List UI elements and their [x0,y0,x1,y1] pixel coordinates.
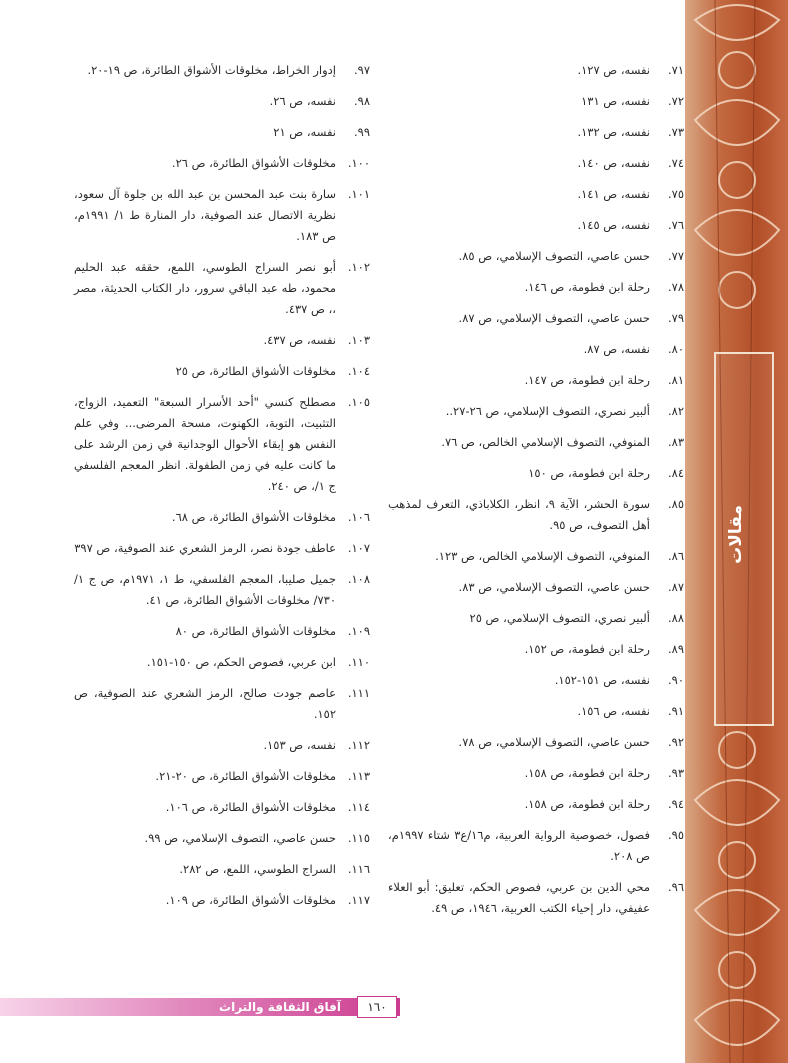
footnote [388,639,684,660]
footnote [74,361,370,382]
footnote-number: ٨٧. [667,580,684,594]
page-number: ١٦٠ [357,996,397,1018]
footnote [388,91,684,112]
footnote-text: نفسه، ص ١٥٣. [263,738,336,752]
footnote [74,797,370,818]
footnote [388,122,684,143]
footnote-number: ١٠٧. [347,541,370,555]
footnote [388,608,684,629]
footnote [388,732,684,753]
footnote-text: سارة بنت عبد المحسن بن عبد الله بن جلوة آل سعود، نظرية الاتصال عند الصوفية، دار المنارة ط ١/ ١٩٩١م، ص ١٨٣. [74,187,337,243]
footnote [74,538,370,559]
footnote-number: ٧٢. [667,94,684,108]
footnote-number: ١٠٩. [347,624,370,638]
footnote-text: نفسه، ص ١٣١ [581,94,650,108]
footnote-text: حسن عاصي، التصوف الإسلامي، ص ٨٥. [458,249,650,263]
footnote [74,507,370,528]
footnote-text: رحلة ابن فطومة، ص ١٥٠ [528,466,650,480]
footnote-text: رحلة ابن فطومة، ص ١٤٦. [524,280,650,294]
footnote-text: مخلوقات الأشواق الطائرة، ص ١٠٦. [165,800,336,814]
footnote-text: رحلة ابن فطومة، ص ١٥٢. [524,642,650,656]
footnote-number: ٩٥. [667,828,684,842]
footnote [388,763,684,784]
footnote [74,91,370,112]
footnote [388,401,684,422]
footnote-number: ١٠٢. [347,260,370,274]
footnote-number: ٧٣. [667,125,684,139]
footnote [388,60,684,81]
footnote-number: ١١٤. [347,800,370,814]
footnote-text: مصطلح كنسي "أحد الأسرار السبعة" التعميد، الزواج، التثبيت، التوبة، الكهنوت، مسحة المرضى... وفي علم النفس هو إبقاء الأحوال الوجدانية في زمن الرشد على ما كانت عليه في زمن الطفولة. انظر المعجم الفلسفي ج ١/، ص ٢٤٠. [74,395,336,493]
footnote-number: ١٠٣. [347,333,370,347]
section-label: مقالات [726,505,746,564]
footnote-text: مخلوقات الأشواق الطائرة، ص ٢٥ [175,364,336,378]
footnote-number: ١١٦. [347,862,370,876]
footnote-number: ٧٤. [667,156,684,170]
footnote [74,890,370,911]
footnote-text: نفسه، ص ١٤٠. [577,156,650,170]
footnote-text: رحلة ابن فطومة، ص ١٤٧. [524,373,650,387]
footnote-number: ١٠٤. [347,364,370,378]
journal-title: آفاق الثقافة والتراث [219,1000,341,1014]
footnote [74,735,370,756]
footnote [388,463,684,484]
footnote-text: ألبير نصري، التصوف الإسلامي، ص ٢٦-٢٧.. [445,404,650,418]
footnote [388,877,684,919]
footnote-number: ٩١. [667,704,684,718]
footnote-number: ٩٩. [353,125,370,139]
footnote-text: مخلوقات الأشواق الطائرة، ص ٦٨. [171,510,336,524]
footnote-text: نفسه، ص ١٤٥. [577,218,650,232]
footnote-number: ٧١. [667,63,684,77]
footnote-text: مخلوقات الأشواق الطائرة، ص ٢٦. [171,156,336,170]
footnote-number: ١١١. [347,686,370,700]
footnote-number: ١١٥. [347,831,370,845]
footnote-text: أبو نصر السراج الطوسي، اللمع، حققه عبد الحليم محمود، طه عبد الباقي سرور، دار الكتاب الحديثة، مصر ،، ص ٤٣٧. [74,260,336,316]
footnote-number: ٧٧. [667,249,684,263]
footnote-number: ٩٨. [353,94,370,108]
footnote-number: ٩٦. [667,880,684,894]
footnote-number: ١٠٨. [347,572,370,586]
footnote [388,794,684,815]
footnote-text: حسن عاصي، التصوف الإسلامي، ص ٨٣. [458,580,650,594]
footnote [388,215,684,236]
footnote-number: ١١٧. [347,893,370,907]
footnote-text: محي الدين بن عربي، فصوص الحكم، تعليق: أبو العلاء عفيفي، دار إحياء الكتب العربية، ١٩٤٦، ص ٤٩. [388,880,650,915]
footnote-text: جميل صليبا، المعجم الفلسفي، ط ١، ١٩٧١م، ص ج ١/ ٧٣٠/ مخلوقات الأشواق الطائرة، ص ٤١. [74,572,337,607]
footnote [74,330,370,351]
footnote-text: نفسه، ص ١٥٦. [577,704,650,718]
footnote [74,569,370,611]
footnote-text: رحلة ابن فطومة، ص ١٥٨. [524,797,650,811]
footnote [74,153,370,174]
footnote [388,701,684,722]
footnote-text: حسن عاصي، التصوف الإسلامي، ص ٩٩. [144,831,336,845]
footnote-number: ١٠٠. [347,156,370,170]
footnote-number: ٩٣. [667,766,684,780]
footnote [388,308,684,329]
footnote-text: حسن عاصي، التصوف الإسلامي، ص ٧٨. [458,735,650,749]
footnote [74,652,370,673]
footnote-text: مخلوقات الأشواق الطائرة، ص ٨٠ [175,624,336,638]
footnote-text: فصول، خصوصية الرواية العربية، م١٦/ع٣ شتاء ١٩٩٧م، ص ٢٠٨. [388,828,650,863]
footnote [74,859,370,880]
footnote-text: نفسه، ص ٨٧. [583,342,650,356]
footnote [74,766,370,787]
footnote-number: ٨٩. [667,642,684,656]
footnote [74,184,370,247]
footnote [388,153,684,174]
footnote [74,60,370,81]
footnote [388,246,684,267]
footnote-number: ٨١. [667,373,684,387]
notes-column-right [388,60,684,929]
footnote-number: ١١٣. [347,769,370,783]
footnote-text: مخلوقات الأشواق الطائرة، ص ٢٠-٢١. [155,769,336,783]
footnote-text: ابن عربي، فصوص الحكم، ص ١٥٠-١٥١. [146,655,336,669]
footnote-number: ١١٢. [347,738,370,752]
footnote-text: سورة الحشر، الآية ٩، انظر، الكلاباذي، التعرف لمذهب أهل التصوف، ص ٩٥. [388,497,650,532]
footnote [388,577,684,598]
footnote-number: ٨٨. [667,611,684,625]
footnote [74,828,370,849]
footnote [388,370,684,391]
footnote-text: نفسه، ص ١٢٧. [577,63,650,77]
footnote-text: نفسه، ص ١٥١-١٥٢. [554,673,650,687]
footnote [74,257,370,320]
footnote-text: عاطف جودة نصر، الرمز الشعري عند الصوفية، ص ٣٩٧ [74,541,336,555]
footnote [388,184,684,205]
footnote-text: نفسه، ص ١٤١. [577,187,650,201]
footnote-number: ١٠٦. [347,510,370,524]
footnote-text: المنوفي، التصوف الإسلامي الخالص، ص ٧٦. [441,435,650,449]
footnote [388,546,684,567]
footnote-text: إدوار الخراط، مخلوقات الأشواق الطائرة، ص ١٩-٢٠. [87,63,336,77]
footnote-number: ٧٥. [667,187,684,201]
footnote-number: ١٠١. [347,187,370,201]
footnote-number: ٨٤. [667,466,684,480]
footnote-number: ١١٠. [347,655,370,669]
footnote [388,432,684,453]
footnote [388,277,684,298]
footnote-text: نفسه، ص ٢١ [273,125,336,139]
footnote-number: ٩٢. [667,735,684,749]
page-footer [0,996,400,1018]
footnote-number: ٧٨. [667,280,684,294]
footnote-text: عاصم جودت صالح، الرمز الشعري عند الصوفية، ص ١٥٢. [74,686,336,721]
notes-column-left [74,60,370,921]
footnote-text: مخلوقات الأشواق الطائرة، ص ١٠٩. [165,893,336,907]
footnote-number: ٩٤. [667,797,684,811]
footnote-number: ٨٣. [667,435,684,449]
footnote-text: المنوفي، التصوف الإسلامي الخالص، ص ١٢٣. [435,549,650,563]
footnote-number: ٨٠. [667,342,684,356]
footnote-number: ٩٧. [353,63,370,77]
footnote [388,494,684,536]
footnote [74,683,370,725]
footnote [74,621,370,642]
footnote-number: ٨٥. [667,497,684,511]
footnote-number: ٧٦. [667,218,684,232]
footnote-text: حسن عاصي، التصوف الإسلامي، ص ٨٧. [458,311,650,325]
footnote-text: نفسه، ص ٢٦. [269,94,336,108]
footnote-text: ألبير نصري، التصوف الإسلامي، ص ٢٥ [469,611,650,625]
footnote-text: السراج الطوسي، اللمع، ص ٢٨٢. [179,862,336,876]
footnote-number: ٨٦. [667,549,684,563]
footnote [74,122,370,143]
footnote-number: ١٠٥. [347,395,370,409]
footnote-text: نفسه، ص ٤٣٧. [263,333,336,347]
footnote [388,670,684,691]
footnote [388,825,684,867]
footnote-number: ٩٠. [667,673,684,687]
footnote-number: ٧٩. [667,311,684,325]
footnote-text: نفسه، ص ١٣٢. [577,125,650,139]
footnote-text: رحلة ابن فطومة، ص ١٥٨. [524,766,650,780]
footnote [74,392,370,497]
footnote [388,339,684,360]
footnote-number: ٨٢. [667,404,684,418]
